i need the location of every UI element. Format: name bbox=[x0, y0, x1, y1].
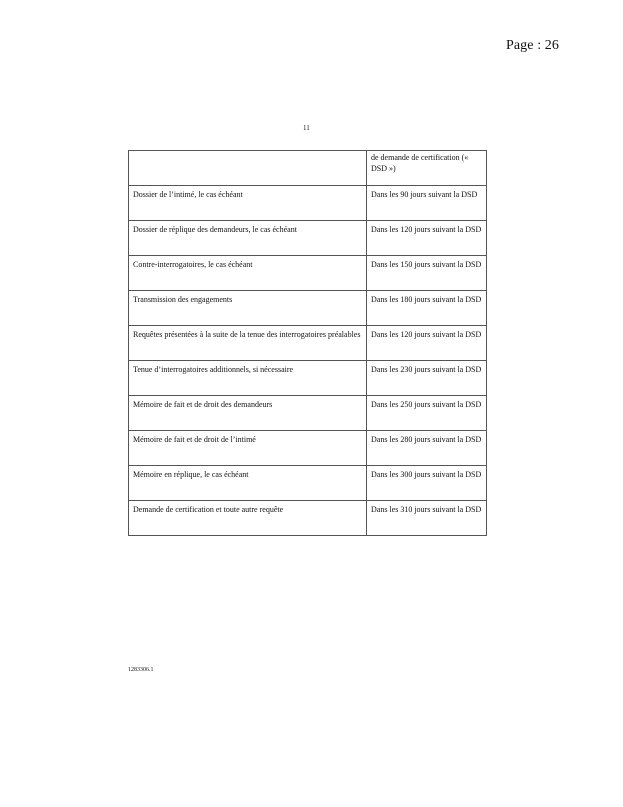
step-cell: Requêtes présentées à la suite de la tenue des interrogatoires préalables bbox=[129, 326, 367, 361]
step-cell: Demande de certification et toute autre requête bbox=[129, 501, 367, 536]
table-row bbox=[129, 396, 487, 431]
deadline-cell: Dans les 90 jours suivant la DSD bbox=[367, 186, 487, 221]
step-cell: Dossier de l’intimé, le cas échéant bbox=[129, 186, 367, 221]
table-row bbox=[129, 466, 487, 501]
step-cell: Mémoire de fait et de droit de l’intimé bbox=[129, 431, 367, 466]
schedule-table bbox=[128, 150, 487, 536]
table-row bbox=[129, 186, 487, 221]
deadline-cell: de demande de certification (« DSD ») bbox=[367, 151, 487, 186]
table-row bbox=[129, 501, 487, 536]
deadline-cell: Dans les 120 jours suivant la DSD bbox=[367, 221, 487, 256]
step-cell: Contre-interrogatoires, le cas échéant bbox=[129, 256, 367, 291]
table-row bbox=[129, 291, 487, 326]
page-label: Page : 26 bbox=[505, 38, 559, 53]
deadline-cell: Dans les 180 jours suivant la DSD bbox=[367, 291, 487, 326]
table-row bbox=[129, 431, 487, 466]
deadline-cell: Dans les 310 jours suivant la DSD bbox=[367, 501, 487, 536]
table-row bbox=[129, 221, 487, 256]
step-cell: Dossier de réplique des demandeurs, le cas échéant bbox=[129, 221, 367, 256]
page-number: 11 bbox=[303, 124, 310, 132]
table-row bbox=[129, 151, 487, 186]
table-row bbox=[129, 361, 487, 396]
step-cell: Mémoire de fait et de droit des demandeurs bbox=[129, 396, 367, 431]
step-cell: Transmission des engagements bbox=[129, 291, 367, 326]
table-row bbox=[129, 326, 487, 361]
deadline-cell: Dans les 250 jours suivant la DSD bbox=[367, 396, 487, 431]
document-id: 1283306.1 bbox=[128, 667, 154, 673]
deadline-cell: Dans les 120 jours suivant la DSD bbox=[367, 326, 487, 361]
deadline-cell: Dans les 300 jours suivant la DSD bbox=[367, 466, 487, 501]
deadline-cell: Dans les 150 jours suivant la DSD bbox=[367, 256, 487, 291]
step-cell: Tenue d’interrogatoires additionnels, si nécessaire bbox=[129, 361, 367, 396]
step-cell bbox=[129, 151, 367, 186]
step-cell: Mémoire en réplique, le cas échéant bbox=[129, 466, 367, 501]
deadline-cell: Dans les 280 jours suivant la DSD bbox=[367, 431, 487, 466]
deadline-cell: Dans les 230 jours suivant la DSD bbox=[367, 361, 487, 396]
table-row bbox=[129, 256, 487, 291]
